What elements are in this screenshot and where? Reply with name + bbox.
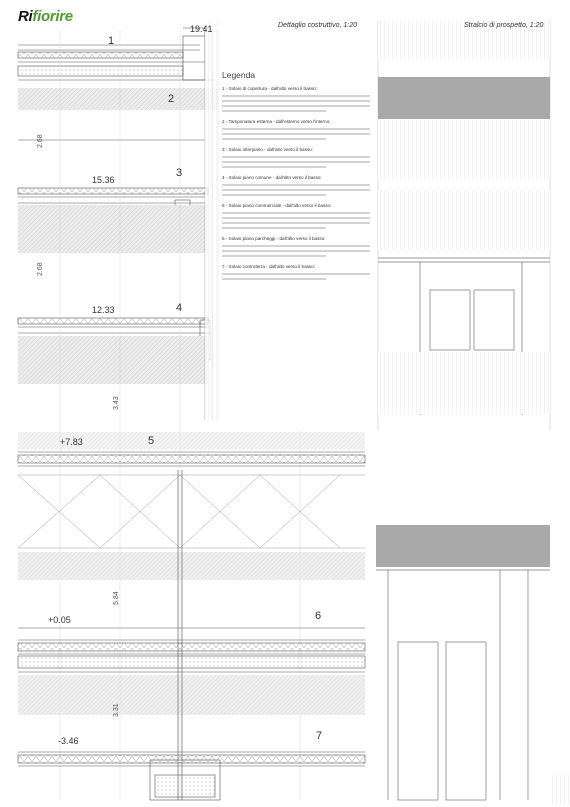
level-top: 19.41 (190, 24, 213, 34)
detail-header: Dettaglio costruttivo, 1:20 (278, 22, 357, 29)
legend-item-heading: 1 - Solaio di copertura - dall'alto verso il basso: (222, 86, 318, 91)
dimension-5: 3.31 (113, 703, 120, 717)
dimension-3: 3.43 (113, 396, 120, 410)
level-3: 12.33 (92, 305, 115, 315)
level-5: +7.83 (60, 437, 83, 447)
legend-item-2 (222, 119, 370, 140)
legend-item-3 (222, 147, 370, 168)
marker-7: 7 (316, 730, 323, 742)
marker-3: 3 (176, 167, 183, 179)
legend-item-heading: 4 - Solaio piano comune - dall'alto verso il basso: (222, 175, 322, 180)
brand-logo (18, 8, 73, 25)
legend-item-6 (222, 236, 370, 257)
roof-band (378, 77, 550, 119)
legend-item-heading: 2 - Tamponatura esterna - dall'esterno verso l'interno: (222, 119, 331, 124)
floor-slab-6 (18, 628, 365, 672)
legend-item-heading: 6 - Solaio piano parcheggi - dall'alto verso il basso: (222, 236, 326, 241)
brand-part-1: Ri (18, 8, 33, 25)
level-2: 15.36 (92, 175, 115, 185)
elevation-header: Stralcio di prospetto, 1:20 (464, 22, 544, 29)
floor-slab-5 (18, 452, 365, 466)
floor-slab-1 (18, 28, 215, 80)
legend-title: Legenda (222, 70, 256, 80)
shadow-area-3 (18, 336, 208, 384)
dimension-1: 2.68 (37, 134, 44, 148)
brand-part-2: fiorire (32, 8, 73, 25)
legend-item-4 (222, 175, 370, 196)
dimension-4: 5.84 (113, 591, 120, 605)
dimension-2: 2.68 (37, 262, 44, 276)
legend-item-5 (222, 203, 370, 229)
legend (222, 70, 370, 287)
truss (18, 475, 365, 548)
legend-item-heading: 5 - Solaio piano commerciale - dall'alto verso il basso: (222, 203, 332, 208)
legend-item-heading: 3 - Solaio interpiano - dall'alto verso il basso: (222, 147, 314, 152)
marker-4: 4 (176, 302, 183, 314)
legend-item-1 (222, 86, 370, 112)
elevation-lower (376, 525, 570, 805)
marker-6: 6 (315, 610, 322, 622)
shadow-area-2 (18, 205, 208, 253)
legend-item-heading: 7 - Solaio controterra - dall'alto verso il basso: (222, 264, 316, 269)
marker-5: 5 (148, 435, 155, 447)
level-7: -3.46 (58, 736, 79, 746)
marker-1: 1 (108, 35, 115, 47)
legend-item-7 (222, 264, 370, 280)
shadow-area-1 (18, 88, 218, 110)
level-6: +0.05 (48, 615, 71, 625)
floor-slab-7 (18, 752, 365, 800)
marker-2: 2 (168, 93, 175, 105)
